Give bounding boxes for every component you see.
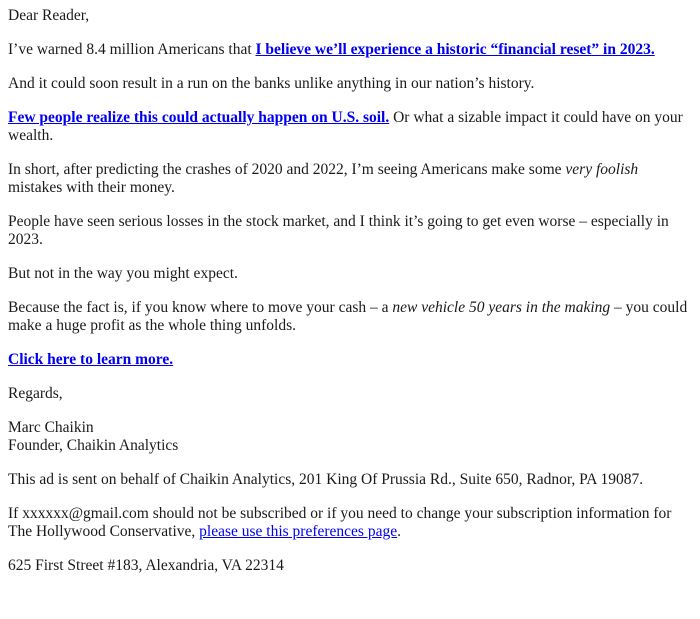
closing bbox=[8, 385, 692, 403]
paragraph-text: And it could soon result in a run on the banks unlike anything in our nation’s history. bbox=[8, 75, 535, 92]
paragraph-bank-run bbox=[8, 75, 692, 93]
paragraph-text: mistakes with their money. bbox=[8, 179, 175, 196]
greeting bbox=[8, 7, 692, 25]
paragraph-crashes bbox=[8, 161, 692, 197]
paragraph-text: In short, after predicting the crashes of 2020 and 2022, I’m seeing Americans make some bbox=[8, 161, 566, 178]
paragraph-text: Because the fact is, if you know where to move your cash – a bbox=[8, 299, 393, 316]
signature-name: Marc Chaikin bbox=[8, 419, 94, 436]
paragraph-losses bbox=[8, 213, 692, 249]
unsubscribe-period: . bbox=[397, 523, 401, 540]
address-text: 625 First Street #183, Alexandria, VA 22314 bbox=[8, 557, 284, 574]
ad-notice-text: This ad is sent on behalf of Chaikin Analytics, 201 King Of Prussia Rd., Suite 650, Radnor, PA 19087. bbox=[8, 471, 644, 488]
preferences-page-link[interactable]: please use this preferences page bbox=[199, 523, 398, 540]
closing-text: Regards, bbox=[8, 385, 63, 402]
paragraph-cta bbox=[8, 351, 692, 369]
unsubscribe-text: If xxxxxx@gmail.com should not be subscribed or if you need to change your subscription information for The Hollywood Conservative, bbox=[8, 505, 672, 540]
paragraph-text: – you could make a huge profit as the whole thing unfolds. bbox=[8, 299, 688, 334]
paragraph-warning bbox=[8, 41, 692, 59]
signature-title: Founder, Chaikin Analytics bbox=[8, 437, 179, 454]
unsubscribe-notice bbox=[8, 505, 692, 541]
greeting-text: Dear Reader, bbox=[8, 7, 90, 24]
paragraph-text: Or what a sizable impact it could have on your wealth. bbox=[8, 109, 683, 144]
paragraph-us-soil bbox=[8, 109, 692, 145]
mailing-address bbox=[8, 557, 692, 575]
paragraph-expect bbox=[8, 265, 692, 283]
paragraph-text: But not in the way you might expect. bbox=[8, 265, 238, 282]
us-soil-link[interactable]: Few people realize this could actually happen on U.S. soil. bbox=[8, 109, 390, 126]
paragraph-vehicle bbox=[8, 299, 692, 335]
emphasis-text: new vehicle 50 years in the making bbox=[392, 299, 611, 316]
ad-notice bbox=[8, 471, 692, 489]
financial-reset-link[interactable]: I believe we’ll experience a historic “financial reset” in 2023. bbox=[255, 41, 655, 58]
paragraph-text: I’ve warned 8.4 million Americans that bbox=[8, 41, 256, 58]
learn-more-link[interactable]: Click here to learn more. bbox=[8, 351, 174, 368]
signature bbox=[8, 419, 692, 455]
emphasis-text: very foolish bbox=[565, 161, 639, 178]
paragraph-text: People have seen serious losses in the stock market, and I think it’s going to get even worse – especially in 2023. bbox=[8, 213, 669, 248]
